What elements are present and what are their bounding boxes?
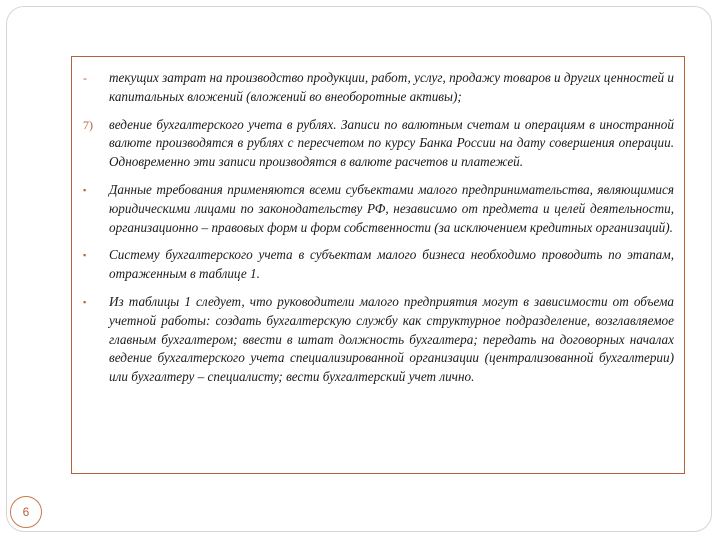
list-item: [80, 69, 674, 107]
list-item: [80, 116, 674, 172]
content-box: [71, 56, 685, 474]
list-item: [80, 293, 674, 387]
list-item-text: Систему бухгалтерского учета в субъектам малого бизнеса необходимо проводить по этапам, отраженным в таблице 1.: [109, 247, 674, 282]
list-item-text: текущих затрат на производство продукции, работ, услуг, продажу товаров и других ценностей и капитальных вложений (вложений во внеоборотные активы);: [109, 70, 674, 104]
list-item-text: ведение бухгалтерского учета в рублях. Записи по валютным счетам и операциям в иностранной валюте производятся в рублях с пересчетом по курсу Банка России на дату совершения операции. Одновременно эти записи производятся в валюте расчетов и платежей.: [109, 116, 674, 170]
square-bullet-icon: ▪: [83, 296, 87, 307]
list-item-text: Из таблицы 1 следует, что руководители малого предприятия могут в зависимости от объема учетной работы: создать бухгалтерскую службу как структурное подразделение, возглавляемое главным бухгалтером; ввести в штат должность бухгалтера; передать на договорных началах ведение бухгалтерского учета специализированной организации (централизованной бухгалтерии) или бухгалтеру – специалисту; вести бухгалтерский учет лично.: [109, 293, 674, 385]
dash-marker: -: [83, 71, 87, 85]
page-number-badge: 6: [10, 496, 42, 528]
square-bullet-icon: ▪: [83, 184, 87, 195]
number-marker: 7): [83, 117, 93, 132]
list-item: [80, 246, 674, 284]
list-item-text: Данные требования применяются всеми субъектами малого предпринимательства, являющимися юридическими лицами по законодательству РФ, независимо от предмета и целей деятельности, организационно – правовых форм и форм собственности (за исключением кредитных организаций).: [109, 181, 674, 235]
list-item: [80, 181, 674, 237]
square-bullet-icon: ▪: [83, 250, 87, 261]
